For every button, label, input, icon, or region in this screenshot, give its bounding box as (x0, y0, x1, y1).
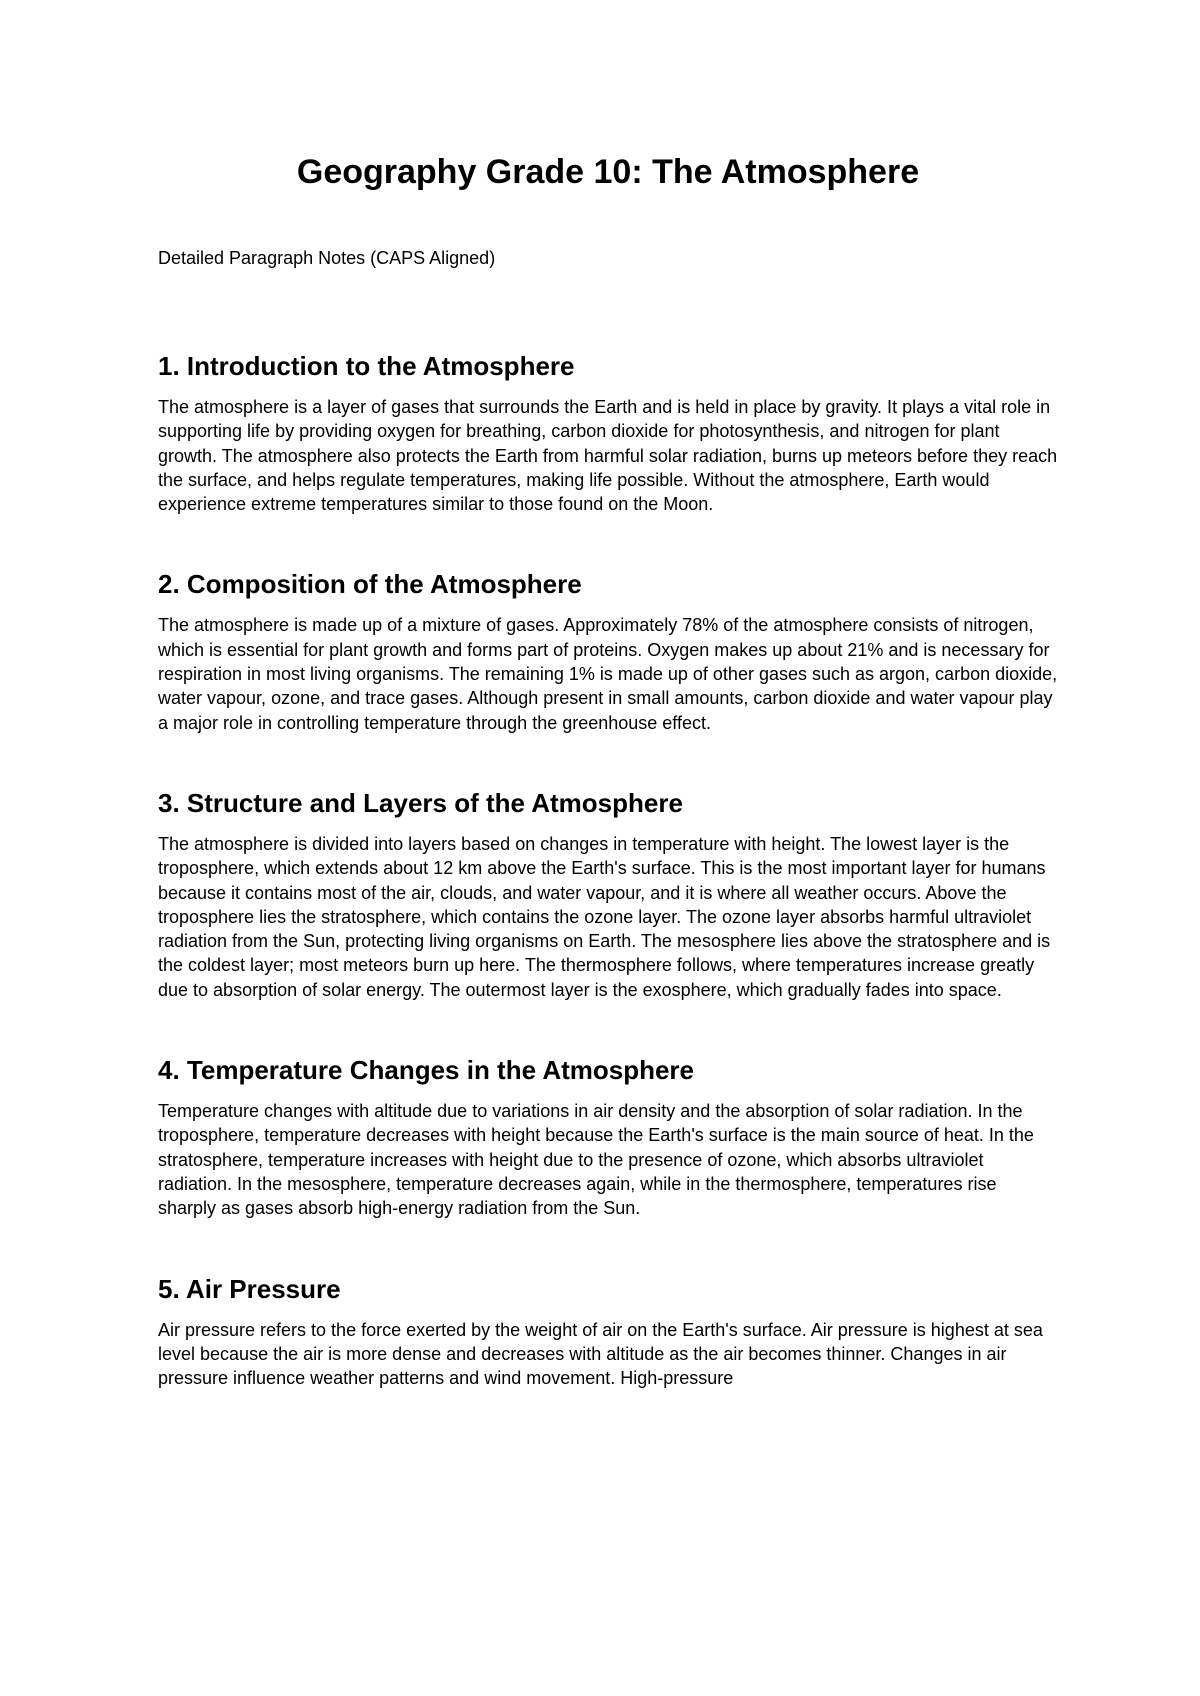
section-heading: 4. Temperature Changes in the Atmosphere (158, 1055, 695, 1086)
section-heading: 2. Composition of the Atmosphere (158, 569, 582, 600)
section-paragraph: The atmosphere is a layer of gases that surrounds the Earth and is held in place by gravity. It plays a vital role in supporting life by providing oxygen for breathing, carbon dioxide for photosynthesis, and nitrogen for plant growth. The atmosphere also protects the Earth from harmful solar radiation, burns up meteors before they reach the surface, and helps regulate temperatures, making life possible. Without the atmosphere, Earth would experience extreme temperatures similar to those found on the Moon. (158, 397, 1058, 515)
section-temperature-changes (158, 1053, 1058, 1220)
section-paragraph: Air pressure refers to the force exerted by the weight of air on the Earth's surface. Air pressure is highest at sea level because the air is more dense and decreases with altitude as the air becomes thinner. Changes in air pressure influence weather patterns and wind movement. High-pressure (158, 1319, 1043, 1389)
section-composition (158, 567, 1058, 734)
section-paragraph: The atmosphere is made up of a mixture of gases. Approximately 78% of the atmosphere consists of nitrogen, which is essential for plant growth and forms part of proteins. Oxygen makes up about 21% and is necessary for respiration in most living organisms. The remaining 1% is made up of other gases such as argon, carbon dioxide, water vapour, ozone, and trace gases. Although present in small amounts, carbon dioxide and water vapour play a major role in controlling temperature through the greenhouse effect. (158, 615, 1058, 733)
section-heading: 3. Structure and Layers of the Atmosphere (158, 787, 683, 818)
section-introduction (158, 349, 1058, 516)
section-paragraph: Temperature changes with altitude due to variations in air density and the absorption of solar radiation. In the troposphere, temperature decreases with height because the Earth's surface is the main source of heat. In the stratosphere, temperature increases with height due to the presence of ozone, which absorbs ultraviolet radiation. In the mesosphere, temperature decreases again, while in the thermosphere, temperatures rise sharply as gases absorb high-energy radiation from the Sun. (158, 1101, 1034, 1219)
section-heading: 5. Air Pressure (158, 1273, 341, 1304)
section-air-pressure (158, 1272, 1058, 1391)
section-structure-layers (158, 786, 1058, 1002)
document-title: Geography Grade 10: The Atmosphere (296, 153, 920, 191)
document-content (158, 150, 1058, 1390)
section-heading: 1. Introduction to the Atmosphere (158, 351, 575, 381)
section-paragraph: The atmosphere is divided into layers based on changes in temperature with height. The lowest layer is the troposphere, which extends about 12 km above the Earth's surface. This is the most important layer for humans because it contains most of the air, clouds, and water vapour, and it is where all weather occurs. Above the troposphere lies the stratosphere, which contains the ozone layer. The ozone layer absorbs harmful ultraviolet radiation from the Sun, protecting living organisms on Earth. The mesosphere lies above the stratosphere and is the coldest layer; most meteors burn up here. The thermosphere follows, where temperatures increase greatly due to absorption of solar energy. The outermost layer is the exosphere, which gradually fades into space. (158, 833, 1051, 1000)
document-subtitle: Detailed Paragraph Notes (CAPS Aligned) (158, 248, 496, 268)
